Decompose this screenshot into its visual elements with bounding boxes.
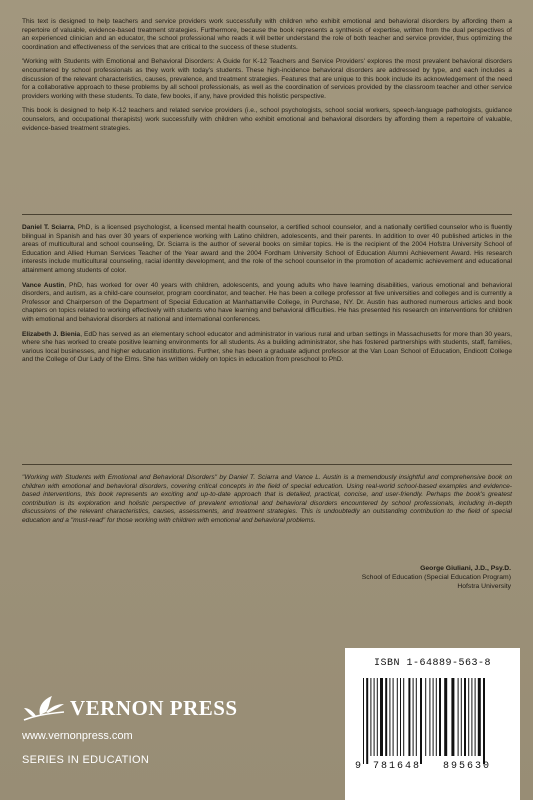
isbn-group-1: 781648	[373, 761, 422, 772]
barcode-bar	[439, 678, 441, 756]
barcode-bar	[385, 678, 387, 756]
endorser-department: School of Education (Special Education Program)	[361, 573, 511, 581]
barcode-bar	[483, 678, 485, 764]
barcode-bar	[429, 678, 430, 756]
barcode-bar	[433, 678, 434, 756]
isbn-label: ISBN 1-64889-563-8	[373, 658, 492, 669]
publisher-block	[22, 690, 272, 800]
barcode-bar	[451, 678, 454, 756]
barcode-bar	[377, 678, 378, 756]
description-paragraph-2: 'Working with Students with Emotional and Behavioral Disorders: A Guide for K-12 Teachers and Service Providers' explores the most prevalent behavioral disorders encountered by school professionals as they work with today's students. These high-incidence behavioral disorders are addressed by type, and each includes a discussion of the relevant characteristics, causes, prevalence, and treatment strategies. Features that are unique to this book include its acknowledgement of the need for a collaborative approach to these problems by all school professionals, as well as the coordination of services provided by the classroom teacher and other service providers working with these students. To date, few books, if any, have provided this holistic perspective.	[22, 58, 512, 100]
isbn-group-2: 895630	[443, 761, 492, 772]
publisher-name: VERNON PRESS	[70, 695, 238, 720]
barcode-bar	[389, 678, 390, 756]
endorser-university: Hofstra University	[457, 582, 511, 590]
barcode-bar	[413, 678, 414, 756]
author-bio-austin	[22, 282, 512, 325]
barcode-bar	[420, 678, 422, 764]
barcode-bar	[363, 678, 364, 764]
barcode-bar	[416, 678, 417, 756]
barcode-bar	[370, 678, 371, 756]
description-section	[22, 18, 512, 139]
author-bio-bienia	[22, 331, 512, 365]
author-bio-text: , PhD, is a licensed psychologist, a licensed mental health counselor, a certified school counselor, and a nationally certified counselor who is fluently bilingual in Spanish and has over 30 years of experience working with Latino children, adolescents, and their parents. In addition to over 40 published articles in the areas of multicultural and school counseling, Dr. Sciarra is the author of several books on similar topics. He is the recipient of the 2004 Hofstra University School of Education and Allied Human Services Teacher of the Year award and the 2004 Fordham University School of Education Alumni Achievement Award. His research interests include multicultural counseling, racial identity development, and the role of the school counselor in the promotion of academic achievement and educational attainment among students of color.	[22, 224, 512, 274]
divider-top	[22, 214, 512, 215]
publisher-url[interactable]: www.vernonpress.com	[22, 730, 133, 742]
publisher-logo	[22, 690, 272, 726]
barcode-bar	[408, 678, 410, 756]
barcode-bar	[397, 678, 398, 756]
description-paragraph-1: This text is designed to help teachers and service providers work successfully with children who exhibit emotional and behavioral disorders by affording them a repertoire of valuable, evidence-based treatment strategies. Furthermore, because the book represents a synthesis of expertise, written from the dual perspectives of an experienced clinician and an educator, the school professional who reads it will better understand the role of both teacher and service provider, thus optimizing the coordination and effectiveness of the services that are critical to the success of these students.	[22, 18, 512, 51]
barcode-bar	[458, 678, 459, 756]
endorsement-quote: "Working with Students with Emotional and Behavioral Disorders" by Daniel T. Sciarra and Vance L. Austin is a tremendously insightful and comprehensive book on children with emotional and behavioral disorders, covering critical concepts in the field of special education. Using real-world school-based examples and evidence-based interventions, this book represents an exciting and up-to-date approach that is detailed, practical, concise, and user-friendly. Perhaps the book's greatest contribution is its exploration and holistic perspective of prevalent emotional and behavioral disorders encountered by school professionals, including in-depth discussions of the relevant characteristics, causes, assessments, and treatment strategies. This is undoubtedly an outstanding contribution to the field of special education and a "must-read" for those working with children with emotional and behavioral problems.	[22, 474, 512, 524]
barcode-bar	[436, 678, 437, 756]
series-name: SERIES IN EDUCATION	[22, 754, 150, 766]
barcode-area	[345, 648, 520, 800]
author-name: Elizabeth J. Bienia	[22, 330, 81, 338]
endorsement-signature	[362, 565, 511, 591]
isbn-first-digit: 9	[355, 761, 362, 772]
barcode-bar	[478, 678, 481, 756]
barcode-bar	[464, 678, 466, 756]
author-bios-section	[22, 224, 512, 371]
barcode-bar	[471, 678, 472, 756]
barcode-bar	[461, 678, 462, 756]
barcode-bar	[468, 678, 469, 756]
barcode-bar	[444, 678, 447, 756]
barcode-bar	[366, 678, 368, 764]
barcode-bar	[374, 678, 375, 756]
barcode-bar	[380, 678, 383, 756]
barcode-icon	[359, 678, 507, 768]
barcode-bar	[400, 678, 401, 756]
author-bio-text: , EdD has served as an elementary school educator and administrator in various rural and urban settings in Massachusetts for more than 30 years, where she has worked to create positive learning environments for all students. As a building administrator, she has fostered partnerships with students, staff, families, various local businesses, and higher education institutions. Further, she has been a graduate adjunct professor at the Van Loan School of Education, Endicott College and the College of Our Lady of the Elms. She has written widely on topics in education from preschool to PhD.	[22, 330, 512, 364]
author-name: Vance Austin	[22, 281, 65, 289]
author-name: Daniel T. Sciarra	[22, 224, 74, 231]
barcode-bar	[403, 678, 404, 756]
barcode-bar	[393, 678, 394, 756]
barcode-bar	[475, 678, 476, 756]
author-bio-text: , PhD, has worked for over 40 years with children, adolescents, and young adults who have learning disabilities, various emotional and behavioral disorders, and autism, as a child-care counselor, program coordinator, and teacher. He has been a college professor at five universities and colleges and is currently a Professor and Chairperson of the Department of Special Education at Manhattanville College, in Purchase, NY. Dr. Austin has authored numerous articles and book chapters on topics related to working effectively with students who have learning and behavioral difficulties. He has presented his research on interventions for children with emotional and behavioral disorders at national and international conferences.	[22, 281, 512, 323]
bird-on-branch-logo-icon	[22, 690, 66, 726]
description-paragraph-3: This book is designed to help K-12 teachers and related service providers (i.e., school psychologists, school social workers, speech-language pathologists, guidance counselors, and occupational therapists) work successfully with children who exhibit emotional and behavioral disorders by affording them a repertoire of valuable, evidence-based treatment strategies.	[22, 107, 512, 132]
author-bio-sciarra	[22, 224, 512, 276]
barcode-bar	[425, 678, 426, 756]
endorser-name: George Giuliani, J.D., Psy.D.	[420, 565, 511, 572]
divider-bottom	[22, 464, 512, 465]
